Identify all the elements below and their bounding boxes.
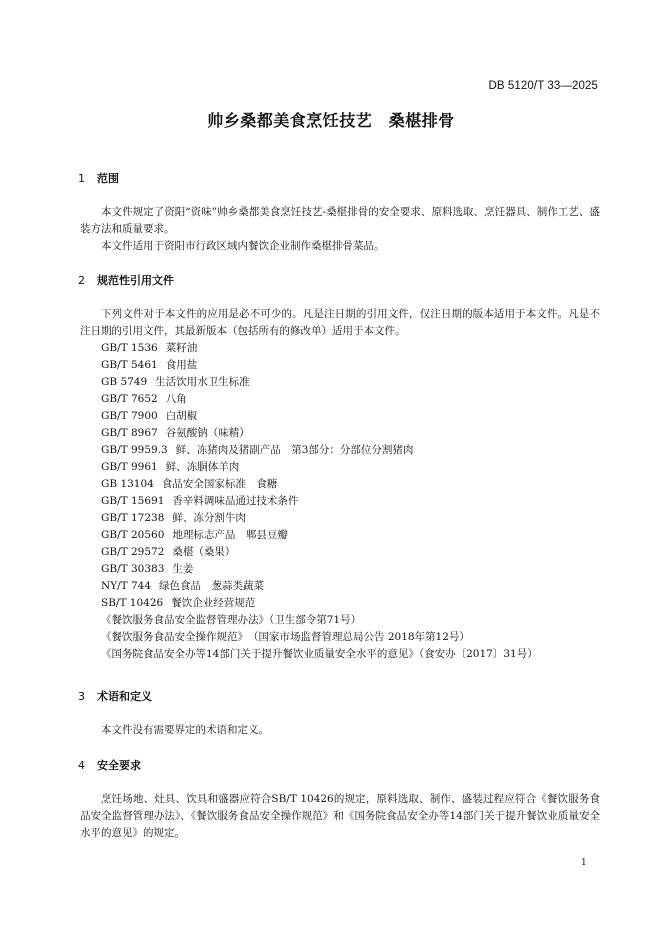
reference-item (101, 646, 538, 663)
reference-item (101, 493, 538, 510)
section-2-heading (78, 272, 174, 288)
reference-code: GB/T 8967 (101, 427, 158, 439)
reference-code: GB/T 7900 (101, 410, 158, 422)
section-title: 规范性引用文件 (97, 274, 174, 287)
reference-item (101, 425, 538, 442)
reference-item (101, 629, 538, 646)
reference-code: GB/T 5461 (101, 359, 158, 371)
reference-item (101, 561, 538, 578)
section-1-heading (78, 170, 119, 186)
reference-code: GB/T 9961 (101, 461, 158, 473)
section-title: 范围 (97, 172, 119, 185)
reference-item (101, 459, 538, 476)
reference-item (101, 357, 538, 374)
reference-name: 鲜、冻分割牛肉 (172, 512, 246, 524)
reference-name: 食品安全国家标准 食糖 (161, 478, 278, 490)
reference-item (101, 476, 538, 493)
section-title: 安全要求 (97, 759, 141, 772)
reference-name: 香辛料调味品通过技术条件 (172, 495, 299, 507)
reference-code: NY/T 744 (101, 580, 152, 592)
page-number: 1 (581, 858, 587, 868)
section-1-paragraph-1: 本文件规定了资阳“资味”帅乡桑都美食烹饪技艺-桑椹排骨的安全要求、原料选取、烹饪器具、制作工艺、盛装方法和质量要求。 (80, 206, 600, 235)
section-1-paragraph-2: 本文件适用于资阳市行政区域内餐饮企业制作桑椹排骨菜品。 (101, 240, 385, 252)
section-number: 3 (78, 690, 85, 703)
reference-code: GB 5749 (101, 376, 148, 388)
document-number: DB 5120/T 33—2025 (488, 80, 598, 92)
reference-name: 生姜 (172, 563, 194, 575)
reference-name: 桑椹（桑果） (172, 546, 236, 558)
reference-item (101, 442, 538, 459)
reference-name: 生活饮用水卫生标准 (155, 376, 250, 388)
reference-item (101, 391, 538, 408)
document-title: 帅乡桑都美食烹饪技艺 桑椹排骨 (207, 111, 455, 130)
reference-code: GB/T 9959.3 (101, 444, 168, 456)
reference-code: GB/T 29572 (101, 546, 165, 558)
reference-code: GB/T 20560 (101, 529, 165, 541)
reference-name: 菜籽油 (165, 342, 198, 354)
reference-name: 餐饮企业经营规范 (171, 597, 256, 609)
section-4-paragraph-1: 烹饪场地、灶具、饮具和盛器应符合SB/T 10426的规定，原料选取、制作、盛装过程应符合《餐饮服务食品安全监督管理办法》、《餐饮服务食品安全操作规范》和《国务院食品安全办等14部门关于提升餐饮业质量安全水平的意见》的规定。 (80, 793, 600, 839)
reference-name: 绿色食品 葱蒜类蔬菜 (159, 580, 265, 592)
reference-code: GB/T 30383 (101, 563, 165, 575)
reference-code: GB/T 15691 (101, 495, 165, 507)
reference-name: 《国务院食品安全办等14部门关于提升餐饮业质量安全水平的意见》（食安办〔2017〕31号） (101, 648, 538, 660)
reference-item (101, 408, 538, 425)
reference-name: 地理标志产品 郫县豆瓣 (172, 529, 288, 541)
section-3-paragraph-1: 本文件没有需要界定的术语和定义。 (101, 724, 269, 736)
reference-code: GB/T 1536 (101, 342, 158, 354)
reference-name: 白胡椒 (165, 410, 198, 422)
section-2-paragraph-1: 下列文件对于本文件的应用是必不可少的。凡是注日期的引用文件，仅注日期的版本适用于本文件。凡是不注日期的引用文件，其最新版本（包括所有的修改单）适用于本文件。 (80, 308, 600, 337)
reference-item (101, 527, 538, 544)
section-number: 1 (78, 172, 85, 185)
section-title: 术语和定义 (97, 690, 152, 703)
reference-code: GB/T 7652 (101, 393, 158, 405)
section-4-heading (78, 757, 141, 773)
reference-item (101, 510, 538, 527)
reference-item (101, 544, 538, 561)
reference-item (101, 374, 538, 391)
reference-item (101, 595, 538, 612)
reference-item (101, 578, 538, 595)
reference-code: SB/T 10426 (101, 597, 164, 609)
reference-code: GB 13104 (101, 478, 154, 490)
reference-code: GB/T 17238 (101, 512, 165, 524)
reference-name: 鲜、冻猪肉及猪副产品 第3部分：分部位分割猪肉 (175, 444, 414, 456)
section-number: 2 (78, 274, 85, 287)
section-number: 4 (78, 759, 85, 772)
reference-name: 食用盐 (165, 359, 198, 371)
section-3-heading (78, 688, 152, 704)
reference-name: 《餐饮服务食品安全监督管理办法》（卫生部令第71号） (101, 614, 362, 626)
reference-name: 鲜、冻胴体羊肉 (165, 461, 240, 473)
reference-name: 《餐饮服务食品安全操作规范》 （国家市场监督管理总局公告 2018年第12号） (101, 631, 470, 643)
normative-reference-list (101, 340, 538, 663)
reference-name: 谷氨酸钠（味精） (165, 427, 250, 439)
reference-item (101, 340, 538, 357)
reference-item (101, 612, 538, 629)
reference-name: 八角 (165, 393, 187, 405)
